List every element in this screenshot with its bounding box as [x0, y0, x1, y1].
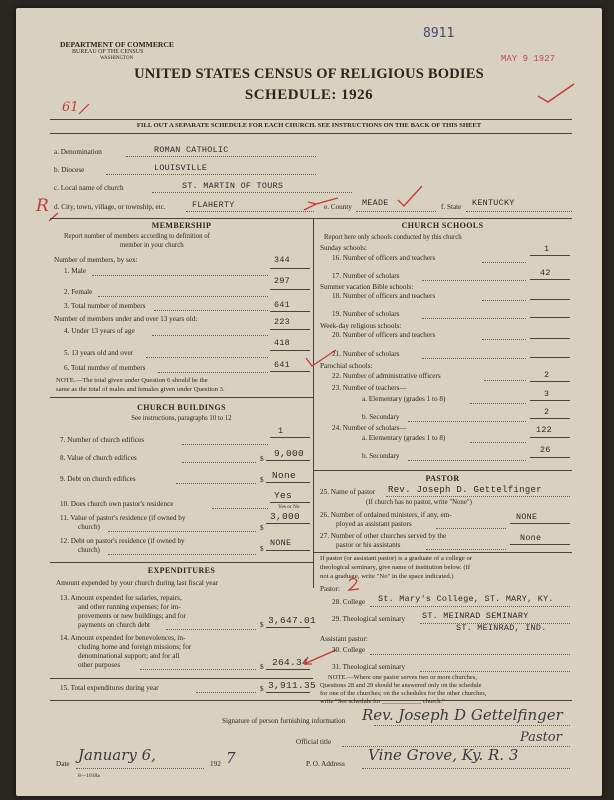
- red-slash-mark-icon: [76, 102, 92, 116]
- edifice-value-label: 8. Value of church edifices: [60, 454, 137, 462]
- parochial-schools-label: Parochial schools:: [320, 362, 373, 370]
- edifice-debt-value: None: [272, 470, 297, 481]
- city-label: WASHINGTON: [100, 56, 134, 61]
- serial-number: 8911: [423, 26, 455, 41]
- teachers-secondary-label: b. Secondary: [362, 413, 400, 421]
- seminary-value-2: ST. MEINRAD, IND.: [456, 623, 547, 633]
- sunday-officers-value: 1: [544, 244, 550, 254]
- schools-intro: Report here only schools conducted by this church: [324, 234, 462, 241]
- sunday-schools-label: Sunday schools:: [320, 244, 367, 252]
- owns-residence-value: Yes: [274, 490, 293, 501]
- church-name-label: c. Local name of church: [54, 184, 124, 192]
- under-13-label: 4. Under 13 years of age: [64, 327, 135, 335]
- schools-heading: CHURCH SCHOOLS: [401, 221, 484, 230]
- red-check-county-icon: [396, 184, 424, 208]
- diocese-label: b. Diocese: [54, 166, 85, 174]
- teachers-secondary-value: 2: [544, 407, 550, 417]
- teachers-label: 23. Number of teachers—: [332, 384, 407, 392]
- date-year-printed: 192: [210, 760, 221, 768]
- assistant-subheading: Assistant pastor:: [320, 635, 368, 643]
- date-year-handwritten: 7: [226, 749, 236, 767]
- yes-no-hint: Yes or No: [278, 504, 300, 510]
- membership-intro-2: member in your church: [120, 242, 184, 249]
- benevolences-line-3: denominational support; and for all: [78, 652, 180, 660]
- scholars-elementary-value: 122: [536, 425, 552, 435]
- benevolences-line-2: cluding home and foreign missions; for: [78, 643, 192, 651]
- dollar-sign-8: $: [260, 455, 264, 463]
- summer-officers-label: 18. Number of officers and teachers: [332, 292, 436, 300]
- over-13-label: 5. 13 years old and over: [64, 349, 134, 357]
- weekday-scholars-label: 21. Number of scholars: [332, 350, 400, 358]
- diocese-value: LOUISVILLE: [154, 163, 208, 173]
- census-schedule-sheet: [16, 8, 602, 796]
- scholars-label: 24. Number of scholars—: [332, 424, 407, 432]
- admin-officers-value: 2: [544, 370, 550, 380]
- teachers-elementary-value: 3: [544, 389, 550, 399]
- buildings-intro: See instructions, paragraphs 10 to 12: [131, 415, 232, 422]
- po-address-label: P. O. Address: [306, 760, 345, 768]
- college-value: St. Mary's College, ST. MARY, KY.: [378, 594, 554, 604]
- membership-note-2: same as the total of males and females given under Question 3.: [56, 386, 225, 393]
- membership-note-1: NOTE.—The total given under Question 6 should be the: [56, 377, 208, 384]
- pastor-name-label: 25. Name of pastor: [320, 488, 376, 496]
- handwritten-61-mark: 61: [62, 100, 79, 115]
- signature-label: Signature of person furnishing information: [222, 717, 346, 725]
- official-title-value: Pastor: [520, 730, 562, 745]
- denomination-label: a. Denomination: [54, 148, 102, 156]
- pastor-subheading: Pastor:: [320, 585, 340, 593]
- total-expenditures-value: 3,911.35: [268, 680, 317, 691]
- form-title: UNITED STATES CENSUS OF RELIGIOUS BODIES: [134, 66, 484, 82]
- membership-intro-1: Report number of members according to definition of: [64, 233, 210, 240]
- under-13-value: 223: [274, 317, 290, 327]
- total-members-2-label: 6. Total number of members: [64, 364, 146, 372]
- church-edifices-value: 1: [278, 426, 284, 436]
- members-by-age-label: Number of members under and over 13 years old:: [54, 315, 198, 323]
- red-2-mark-icon: [346, 576, 362, 592]
- expenditures-heading: EXPENDITURES: [147, 566, 216, 575]
- admin-officers-label: 22. Number of administrative officers: [332, 372, 441, 380]
- male-label: 1. Male: [64, 267, 86, 275]
- running-expenses-line-1: 13. Amount expended for salaries, repairs,: [60, 594, 182, 602]
- benevolences-value: 264.34: [272, 657, 309, 668]
- city-town-value: FLAHERTY: [192, 200, 235, 210]
- residence-debt-value: NONE: [270, 538, 292, 548]
- denomination-value: ROMAN CATHOLIC: [154, 145, 229, 155]
- dollar-sign-14: $: [260, 663, 264, 671]
- total-expenditures-label: 15. Total expenditures during year: [60, 684, 159, 692]
- pastor-note-1: NOTE.—Where one pastor serves two or more churches,: [328, 674, 477, 681]
- signature-value: Rev. Joseph D Gettelfinger: [362, 706, 563, 724]
- total-members-label: 3. Total number of members: [64, 302, 146, 310]
- graduate-note-1: If pastor (or assistant pastor) is a graduate of a college or: [320, 555, 473, 562]
- weekday-officers-label: 20. Number of officers and teachers: [332, 331, 436, 339]
- church-name-value: ST. MARTIN OF TOURS: [182, 181, 284, 191]
- schedule-title: SCHEDULE: 1926: [244, 87, 374, 103]
- female-value: 297: [274, 276, 290, 286]
- members-by-sex-value: 344: [274, 255, 290, 265]
- pastor-name-note: (If church has no pastor, write "None"): [366, 499, 472, 506]
- dollar-sign-13: $: [260, 621, 264, 629]
- dollar-sign-15: $: [260, 685, 264, 693]
- scholars-elementary-label: a. Elementary (grades 1 to 8): [362, 434, 446, 442]
- summer-scholars-label: 19. Number of scholars: [332, 310, 400, 318]
- po-address-value: Vine Grove, Ky. R. 3: [368, 746, 519, 764]
- benevolences-line-1: 14. Amount expended for benevolences, in-: [60, 634, 186, 642]
- sunday-officers-label: 16. Number of officers and teachers: [332, 254, 436, 262]
- fill-instructions: FILL OUT A SEPARATE SCHEDULE FOR EACH CHURCH. SEE INSTRUCTIONS ON THE BACK OF THIS SHEET: [136, 122, 482, 129]
- date-value: January 6,: [78, 746, 156, 764]
- state-label: f. State: [441, 203, 462, 211]
- asst-college-label: 30. College: [332, 646, 366, 654]
- teachers-elementary-label: a. Elementary (grades 1 to 8): [362, 395, 446, 403]
- asst-seminary-label: 31. Theological seminary: [332, 663, 406, 671]
- received-date-stamp: MAY 9 1927: [501, 54, 556, 64]
- residence-value-label-1: 11. Value of pastor's residence (if owned by: [60, 514, 186, 522]
- date-label: Date: [56, 760, 70, 768]
- sunday-scholars-label: 17. Number of scholars: [332, 272, 400, 280]
- graduate-note-3: not a graduate, write "No" in the space indicated.): [320, 573, 454, 580]
- benevolences-line-4: other purposes: [78, 661, 121, 669]
- graduate-note-2: theological seminary, give name of institution below. (If: [320, 564, 471, 571]
- state-value: KENTUCKY: [472, 198, 515, 208]
- residence-value-value: 3,000: [270, 511, 301, 522]
- female-label: 2. Female: [64, 288, 93, 296]
- other-churches-value: None: [520, 533, 542, 543]
- assistant-ministers-label-2: ployed as assistant pastors: [336, 520, 412, 528]
- city-town-label: d. City, town, village, or township, etc.: [54, 203, 166, 211]
- total-members-2-value: 641: [274, 360, 290, 370]
- residence-value-label-2: church): [78, 523, 100, 531]
- official-title-label: Official title: [296, 738, 332, 746]
- running-expenses-line-3: provements or new buildings; and for: [78, 612, 186, 620]
- residence-debt-label-1: 12. Debt on pastor's residence (if owned by: [60, 537, 185, 545]
- other-churches-label-2: pastor or his assistants: [336, 541, 401, 549]
- running-expenses-line-2: and other running expenses; for im-: [78, 603, 181, 611]
- pastor-note-4: write "See schedule for ____________ church.": [320, 698, 445, 705]
- members-by-sex-label: Number of members, by sex:: [54, 256, 138, 264]
- other-churches-label-1: 27. Number of other churches served by the: [320, 532, 447, 540]
- college-label: 28. College: [332, 598, 366, 606]
- pastor-note-3: for one of the churches; on the schedules for the other churches,: [320, 690, 487, 697]
- sunday-scholars-value: 42: [540, 268, 551, 278]
- pastor-name-value: Rev. Joseph D. Gettelfinger: [388, 485, 542, 495]
- dollar-sign-11: $: [260, 524, 264, 532]
- pastor-heading: PASTOR: [425, 474, 460, 483]
- seminary-label: 29. Theological seminary: [332, 615, 406, 623]
- buildings-heading: CHURCH BUILDINGS: [137, 403, 226, 412]
- running-expenses-line-4: payments on church debt: [78, 621, 151, 629]
- seminary-value-1: ST. MEINRAD SEMINARY: [422, 611, 529, 621]
- owns-residence-label: 10. Does church own pastor's residence: [60, 500, 174, 508]
- residence-debt-label-2: church): [78, 546, 100, 554]
- dollar-sign-9: $: [260, 476, 264, 484]
- county-label: e. County: [324, 203, 352, 211]
- over-13-value: 418: [274, 338, 290, 348]
- dollar-sign-12: $: [260, 545, 264, 553]
- edifice-debt-label: 9. Debt on church edifices: [60, 475, 136, 483]
- edifice-value-value: 9,000: [274, 448, 305, 459]
- bureau-label: BUREAU OF THE CENSUS: [72, 49, 144, 55]
- county-value: MEADE: [362, 198, 389, 208]
- scholars-secondary-value: 26: [540, 445, 551, 455]
- department-label: DEPARTMENT OF COMMERCE: [60, 40, 174, 49]
- total-members-value: 641: [274, 300, 290, 310]
- weekday-schools-label: Week-day religious schools:: [320, 322, 402, 330]
- assistant-ministers-value: NONE: [516, 512, 538, 522]
- membership-heading: MEMBERSHIP: [151, 221, 212, 230]
- form-number: 8—1018a: [78, 773, 100, 779]
- church-edifices-label: 7. Number of church edifices: [60, 436, 145, 444]
- handwritten-r-mark: R: [36, 196, 49, 216]
- expenditures-intro: Amount expended by your church during last fiscal year: [56, 579, 219, 587]
- summer-schools-label: Summer vacation Bible schools:: [320, 283, 414, 291]
- pastor-note-2: Questions 28 and 29 should be answered only on the schedule: [320, 682, 482, 689]
- assistant-ministers-label-1: 26. Number of ordained ministers, if any, em-: [320, 511, 452, 519]
- running-expenses-value: 3,647.01: [268, 615, 317, 626]
- scholars-secondary-label: b. Secondary: [362, 452, 400, 460]
